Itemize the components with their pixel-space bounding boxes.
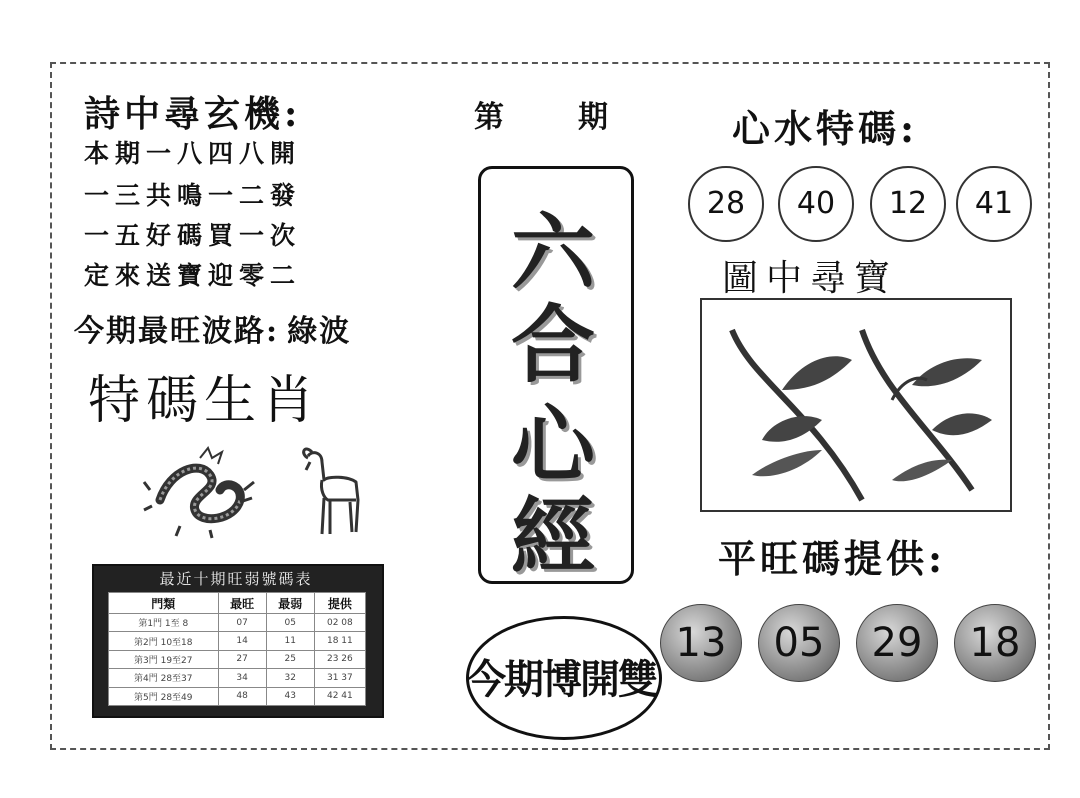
table-cell: 第4門 28至37	[109, 669, 219, 687]
number-ball: 41	[956, 166, 1032, 242]
banner-char: 合	[510, 296, 595, 394]
table-cell: 23 26	[314, 650, 365, 668]
table-row	[109, 650, 366, 668]
table-row	[109, 632, 366, 650]
parity-text: 今期博開雙	[466, 657, 656, 703]
treasure-title: 圖中尋寶	[722, 258, 899, 299]
period-suffix: 期	[578, 100, 616, 135]
table-cell: 第2門 10至18	[109, 632, 219, 650]
table-header: 門類	[109, 593, 219, 614]
table-header: 提供	[314, 593, 365, 614]
table-cell: 42 41	[314, 687, 365, 705]
number-ball: 13	[660, 604, 742, 682]
leaf-branch-icon	[702, 300, 1010, 510]
special-title: 心水特碼:	[732, 106, 919, 151]
number-ball: 29	[856, 604, 938, 682]
table-cell: 02 08	[314, 614, 365, 632]
poem-line: 一三共鳴一二發	[84, 181, 302, 210]
poem-title: 詩中尋玄機:	[84, 93, 302, 135]
number-ball: 28	[688, 166, 764, 242]
table-cell: 48	[218, 687, 266, 705]
table-header-row	[109, 593, 366, 614]
table-cell: 43	[266, 687, 314, 705]
poem-line: 本期一八四八開	[84, 139, 302, 168]
table-cell: 14	[218, 632, 266, 650]
table-cell: 第3門 19至27	[109, 650, 219, 668]
banner-char: 經	[510, 488, 595, 586]
period-label	[474, 92, 616, 136]
table-cell: 34	[218, 669, 266, 687]
table-row	[109, 669, 366, 687]
dragon-icon	[140, 440, 260, 540]
table-cell: 07	[218, 614, 266, 632]
table-cell: 第5門 28至49	[109, 687, 219, 705]
table-cell: 31 37	[314, 669, 365, 687]
table-row	[109, 614, 366, 632]
number-ball: 18	[954, 604, 1036, 682]
table-cell: 第1門 1至 8	[109, 614, 219, 632]
table-header: 最弱	[266, 593, 314, 614]
poem-line: 定來送寶迎零二	[84, 261, 302, 290]
frequency-table-title: 最近十期旺弱號碼表	[159, 570, 313, 588]
table-cell: 18 11	[314, 632, 365, 650]
table-row	[109, 687, 366, 705]
table-cell: 25	[266, 650, 314, 668]
poem-line: 一五好碼買一次	[84, 221, 302, 250]
number-ball: 05	[758, 604, 840, 682]
wave-value: 綠波	[287, 314, 352, 349]
table-header: 最旺	[218, 593, 266, 614]
frequency-table	[108, 592, 366, 706]
banner-char: 心	[510, 396, 595, 494]
banner-char: 六	[510, 204, 595, 302]
table-cell: 27	[218, 650, 266, 668]
treasure-picture	[700, 298, 1012, 512]
table-cell: 05	[266, 614, 314, 632]
zodiac-title: 特碼生肖	[88, 371, 321, 431]
table-cell: 32	[266, 669, 314, 687]
wave-line	[74, 306, 351, 350]
number-ball: 40	[778, 166, 854, 242]
supply-title: 平旺碼提供:	[718, 536, 947, 581]
goat-icon	[298, 440, 368, 540]
period-prefix: 第	[474, 100, 512, 135]
table-cell: 11	[266, 632, 314, 650]
wave-label: 今期最旺波路:	[74, 314, 280, 349]
number-ball: 12	[870, 166, 946, 242]
